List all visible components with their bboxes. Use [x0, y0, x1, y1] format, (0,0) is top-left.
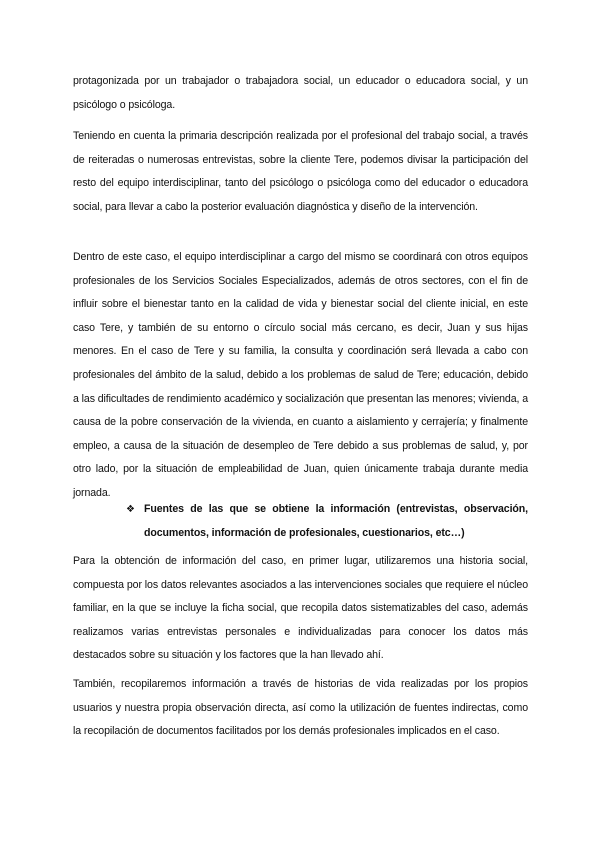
paragraph-coordination: Dentro de este caso, el equipo interdisciplinar a cargo del mismo se coordinará con otros equipos profesionales de los Servicios Sociales Especializados, además de otros sectores, con el fin de influir sobre el bienestar tanto en la calidad de vida y bienestar social del cliente inicial, en este caso Tere, y también de su entorno o círculo social más cercano, es decir, Juan y sus hijas menores. En el caso de Tere y su familia, la consulta y coordinación será llevada a cabo con profesionales del ámbito de la salud, debido a los problemas de salud de Tere; educación, debido a las dificultades de rendimiento académico y socialización que presentan las menores; vivienda, a causa de la pobre conservación de la vivienda, en cuanto a aislamiento y cerrajería; y finalmente empleo, a causa de la situación de desempleo de Tere debido a sus problemas de salud, y, por otro lado, por la situación de empleabilidad de Juan, quien únicamente trabaja durante media jornada.: [73, 251, 528, 499]
section-heading-information-sources: [126, 498, 528, 545]
paragraph-life-histories: También, recopilaremos información a través de historias de vida realizadas por los propios usuarios y nuestra propia observación directa, así como la utilización de fuentes indirectas, como la recopilación de documentos facilitados por los demás profesionales implicados en el caso.: [73, 678, 528, 738]
section-heading-text: Fuentes de las que se obtiene la información (entrevistas, observación, documentos, información de profesionales, cuestionarios, etc…): [144, 503, 528, 539]
paragraph-intro-continuation: protagonizada por un trabajador o trabajadora social, un educador o educadora social, y un psicólogo o psicóloga.: [73, 75, 528, 111]
diamond-bullet-icon: ❖: [126, 504, 135, 515]
paragraph-social-history: Para la obtención de información del caso, en primer lugar, utilizaremos una historia social, compuesta por los datos relevantes asociados a las intervenciones sociales que requiere el núcleo familiar, en la que se incluye la ficha social, que recopila datos sistematizables del caso, además realizamos varias entrevistas personales e individualizadas para conocer los datos más destacados sobre su situación y los factores que la han llevado ahí.: [73, 555, 528, 662]
paragraph-team-participation: Teniendo en cuenta la primaria descripción realizada por el profesional del trabajo social, a través de reiteradas o numerosas entrevistas, sobre la cliente Tere, podemos divisar la participación del resto del equipo interdisciplinar, tanto del psicólogo o psicóloga como del educador o educadora social, para llevar a cabo la posterior evaluación diagnóstica y diseño de la intervención.: [73, 130, 528, 213]
